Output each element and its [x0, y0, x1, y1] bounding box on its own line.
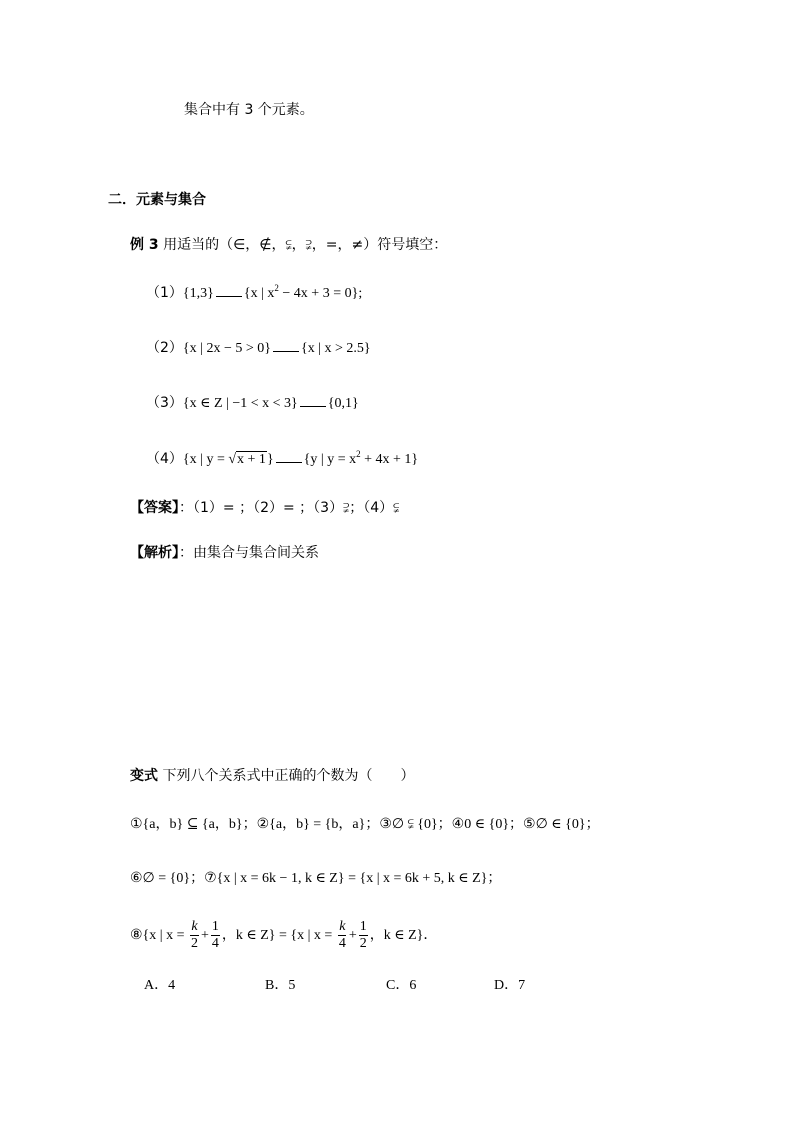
answer-line — [130, 498, 399, 518]
relations-line-2: ⑥∅ = {0}；⑦{x | x = 6k − 1, k ∈ Z} = {x | x = 6k + 5, k ∈ Z}； — [130, 871, 502, 886]
section-title: 二．元素与集合 — [108, 192, 206, 208]
fraction — [359, 919, 368, 952]
problem-right-set: {x | x — [243, 286, 275, 301]
exponent: 2 — [356, 449, 361, 459]
fraction — [211, 919, 220, 952]
option-a: A．4 — [144, 978, 176, 993]
problem-4 — [146, 449, 418, 470]
problem-2 — [146, 338, 371, 359]
fraction-denominator: 4 — [211, 936, 219, 952]
problem-right-set-rest: − 4x + 3 = 0}; — [278, 286, 363, 301]
answer-blank — [300, 394, 326, 407]
problem-right-set-rest: + 4x + 1} — [360, 452, 419, 467]
problem-left-set: {1,3} — [182, 286, 214, 301]
problem-left-set: {x | 2x − 5 > 0} — [182, 341, 271, 356]
relation-8-part: ，k ∈ Z} = {x | x = — [221, 928, 336, 943]
option-c: C．6 — [386, 978, 417, 993]
relations-line-3 — [130, 918, 437, 954]
analysis-text: ：由集合与集合间关系 — [179, 545, 319, 561]
problem-right-set: {x | x > 2.5} — [300, 341, 371, 356]
plus-sign: + — [348, 928, 357, 943]
analysis-line — [130, 543, 319, 563]
variant-heading — [130, 766, 414, 786]
variant-label: 变式 — [130, 768, 158, 784]
problem-number: （1） — [146, 285, 183, 301]
problem-left-set: {x ∈ Z | −1 < x < 3} — [182, 396, 298, 411]
option-d: D．7 — [494, 978, 526, 993]
answer-blank — [216, 284, 242, 297]
problem-3 — [146, 393, 359, 414]
relation-8-part: ，k ∈ Z}． — [369, 928, 438, 943]
answer-blank — [276, 450, 302, 463]
fraction — [338, 919, 347, 952]
answer-label: 【答案】 — [130, 500, 179, 516]
problem-number: （2） — [146, 340, 183, 356]
fraction-numerator: 1 — [359, 919, 367, 935]
radicand: x + 1 — [237, 452, 266, 467]
problem-right-set: {y | y = x — [303, 452, 357, 467]
analysis-label: 【解析】 — [130, 545, 179, 561]
fraction — [190, 919, 199, 952]
exponent: 2 — [274, 283, 279, 293]
relation-8-part: ⑧{x | x = — [130, 928, 188, 943]
fraction-denominator: 2 — [190, 936, 198, 952]
fraction-denominator: 2 — [359, 936, 367, 952]
example-heading — [130, 235, 447, 255]
option-b: B．5 — [265, 978, 296, 993]
fraction-denominator: 4 — [338, 936, 346, 952]
problem-number: （3） — [146, 395, 183, 411]
example-label: 例 3 — [130, 237, 159, 253]
fraction-numerator: 1 — [211, 919, 219, 935]
problem-right-set: {0,1} — [327, 396, 359, 411]
problem-number: （4） — [146, 451, 183, 467]
answer-text: ：（1）= ；（2）= ；（3）⫌；（4）⫋ — [179, 500, 400, 516]
problem-left-set: {x | y = — [182, 452, 229, 467]
variant-prompt: 下列八个关系式中正确的个数为（ ） — [162, 768, 415, 784]
fraction-numerator: k — [191, 919, 198, 935]
problem-1 — [146, 283, 362, 304]
plus-sign: + — [200, 928, 209, 943]
problem-left-set-end: } — [266, 452, 274, 467]
intro-text: 集合中有 3 个元素。 — [184, 102, 314, 118]
fraction-numerator: k — [339, 919, 346, 935]
sqrt-symbol: √x + 1 — [228, 452, 266, 467]
example-prompt: 用适当的（∈，∉，⫋，⫌，=，≠）符号填空： — [163, 237, 448, 253]
relations-line-1: ①{a，b} ⊆ {a，b}；②{a，b} = {b，a}；③∅ ⫋ {0}；④0 ∈ {0}；⑤∅ ∈ {0}； — [130, 817, 600, 832]
answer-blank — [273, 339, 299, 352]
